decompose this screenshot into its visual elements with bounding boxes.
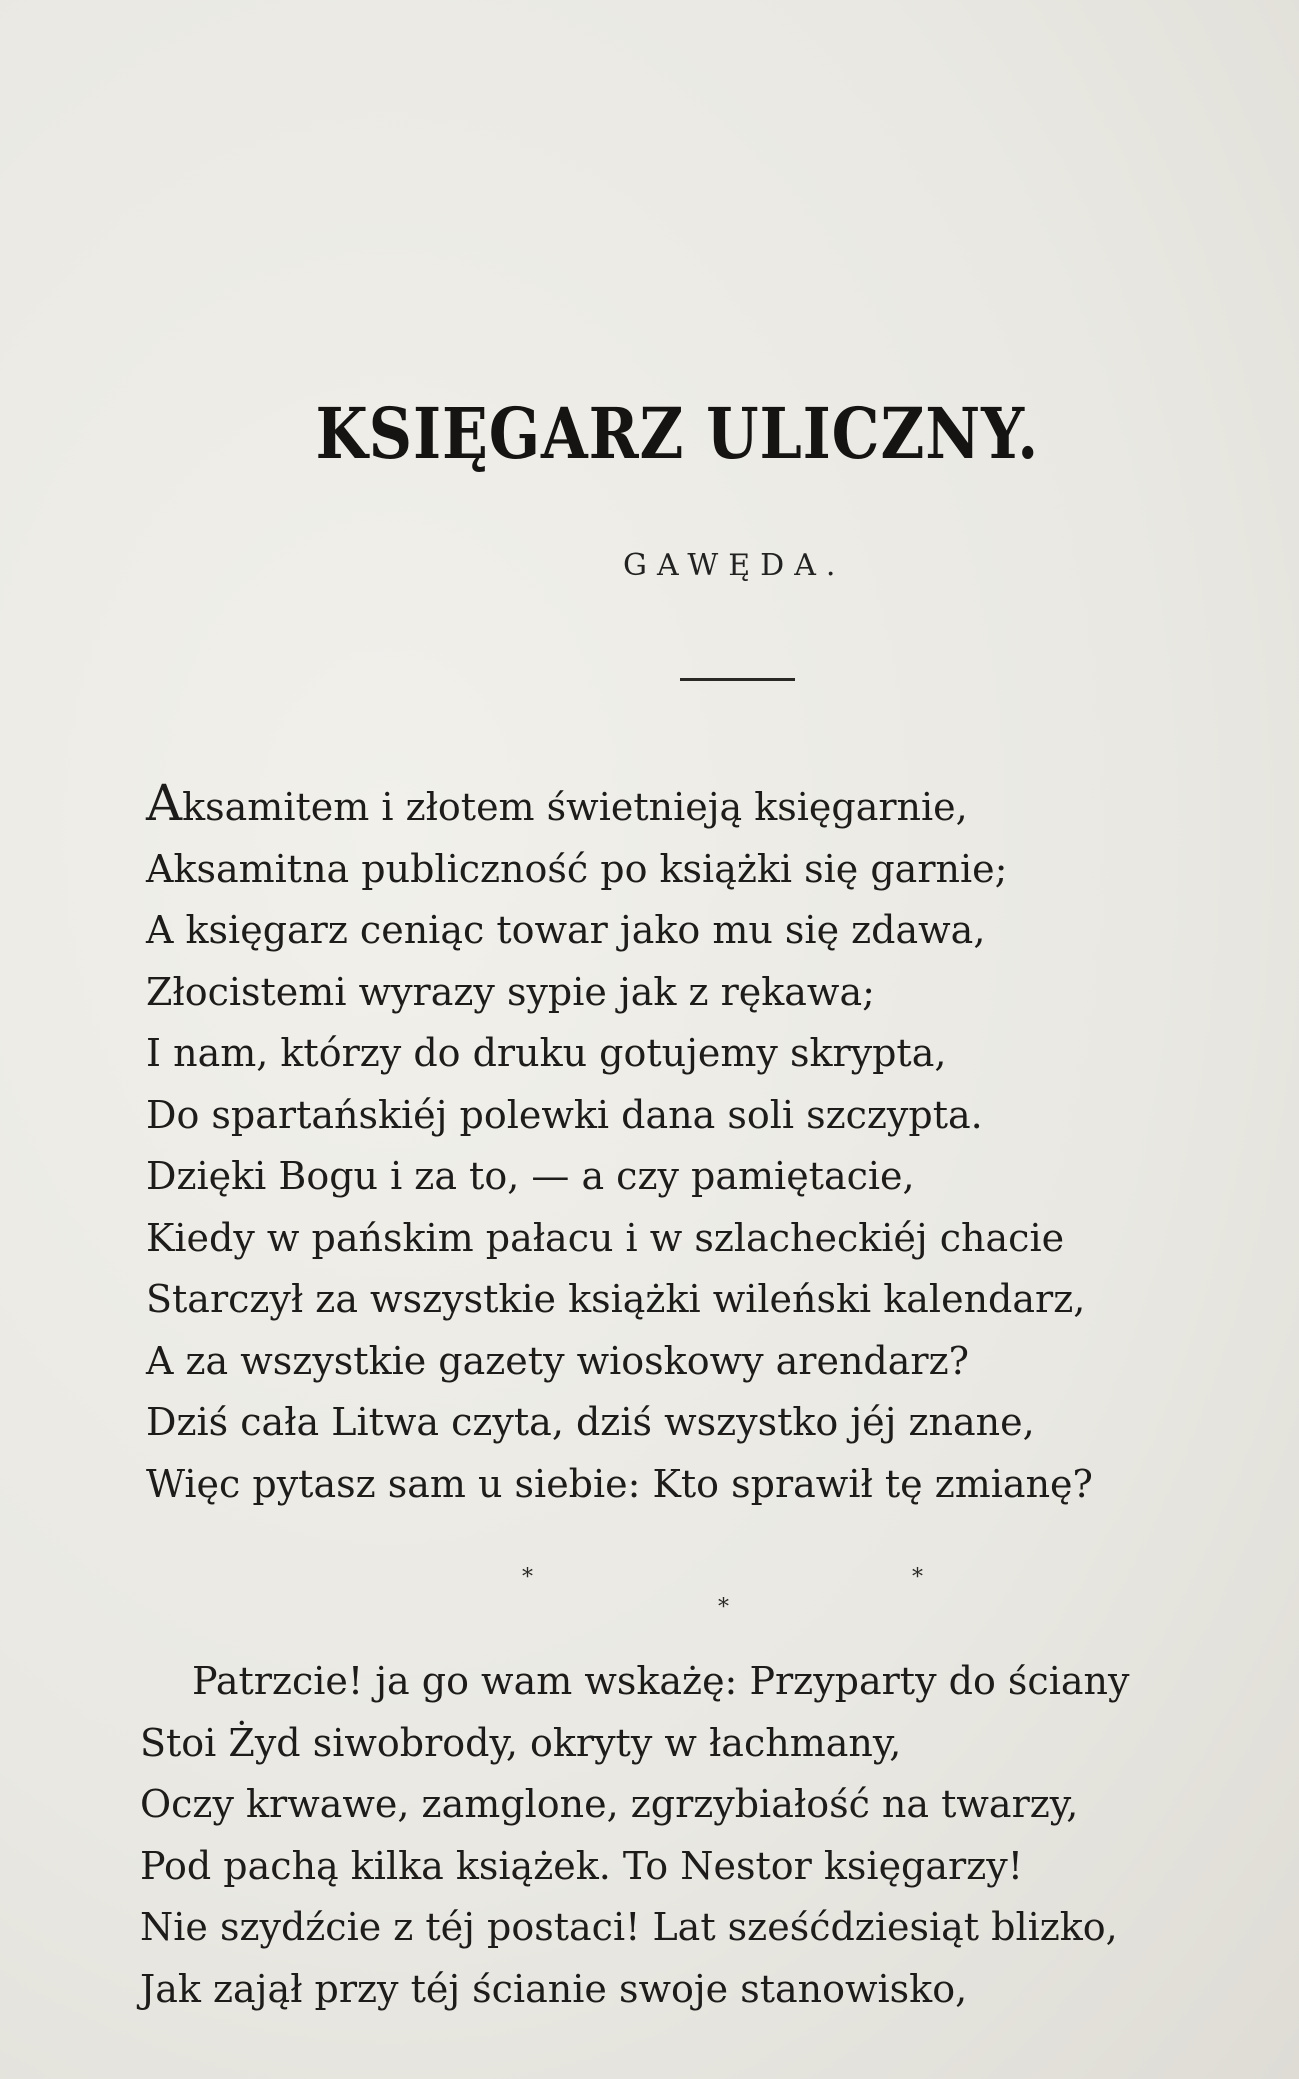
verse-line: Aksamitna publiczność po książki się garnie; [146, 846, 1008, 891]
verse-line: Kiedy w pańskim pałacu i w szlacheckiéj chacie [146, 1215, 1065, 1260]
verse-line: A księgarz ceniąc towar jako mu się zdawa, [146, 908, 986, 952]
verse-line: Nie szydźcie z téj postaci! Lat sześćdziesiąt blizko, [140, 1905, 1118, 1949]
poem-title: KSIĘGARZ ULICZNY. [315, 392, 1040, 475]
verse-line: Oczy krwawe, zamglone, zgrzybiałość na twarzy, [140, 1782, 1079, 1826]
verse-line: A za wszystkie gazety wioskowy arendarz? [146, 1338, 969, 1383]
asterism-star: * [522, 1565, 533, 1590]
poem-subtitle: GAWĘDA. [623, 548, 846, 583]
verse-line: Jak zajął przy téj ścianie swoje stanowisko, [140, 1966, 968, 2011]
verse-line: Pod pachą kilka książek. To Nestor księgarzy! [140, 1843, 1023, 1888]
stanza-2 [140, 1651, 1129, 2020]
verse-line: I nam, którzy do druku gotujemy skrypta, [146, 1031, 947, 1075]
asterism-star: * [912, 1565, 923, 1590]
drop-cap: A [146, 774, 183, 832]
verse-line: Dziś cała Litwa czyta, dziś wszystko jéj znane, [146, 1400, 1035, 1444]
verse-line: Więc pytasz sam u siebie: Kto sprawił tę zmianę? [146, 1461, 1093, 1506]
verse-line [146, 774, 1093, 839]
title-divider [680, 678, 795, 681]
asterism-star: * [718, 1595, 729, 1620]
verse-line: Do spartańskiéj polewki dana soli szczypta. [146, 1092, 983, 1137]
first-line-text: ksamitem i złotem świetnieją księgarnie, [182, 785, 968, 829]
verse-line: Stoi Żyd siwobrody, okryty w łachmany, [140, 1720, 902, 1765]
stanza-1 [146, 774, 1093, 1515]
verse-line: Dzięki Bogu i za to, — a czy pamiętacie, [146, 1154, 915, 1198]
verse-line: Starczył za wszystkie książki wileński kalendarz, [146, 1277, 1086, 1321]
verse-line: Patrzcie! ja go wam wskażę: Przyparty do ściany [192, 1659, 1130, 1703]
verse-line: Złocistemi wyrazy sypie jak z rękawa; [146, 969, 875, 1014]
